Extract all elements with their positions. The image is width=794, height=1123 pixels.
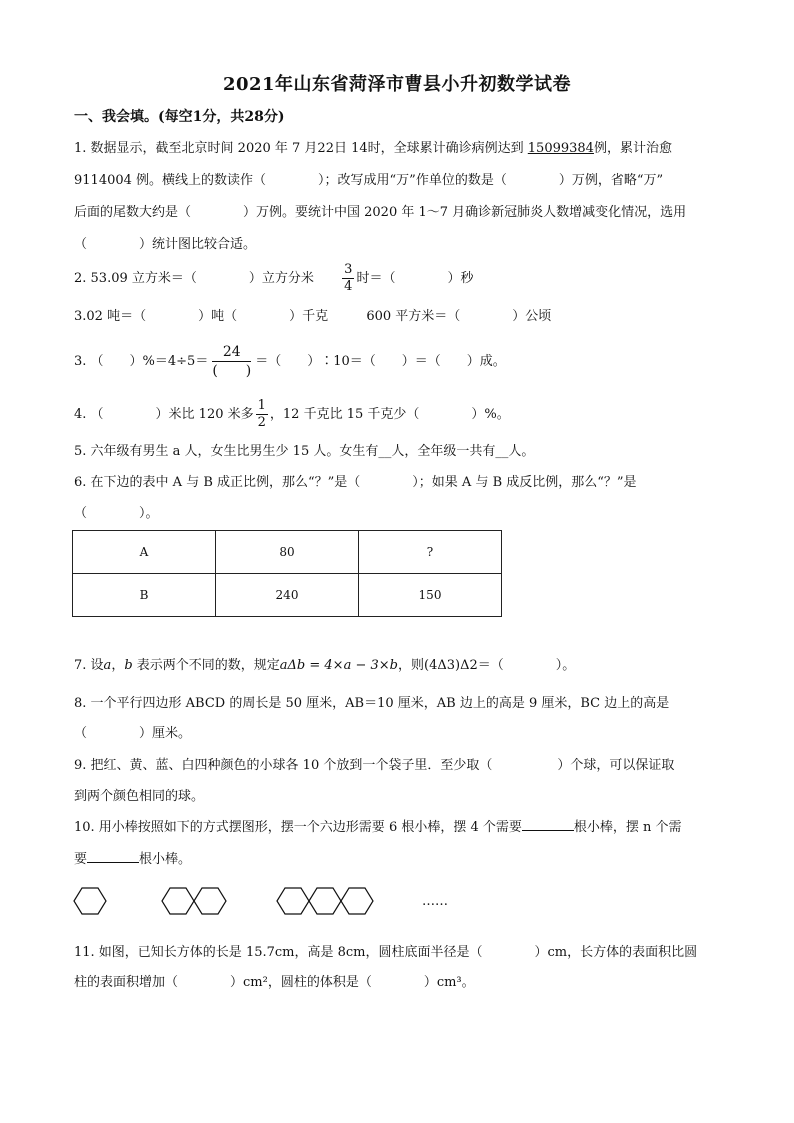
question-2: [74, 262, 473, 296]
hexagon-figure-3a: [277, 888, 309, 914]
question-2b: [74, 307, 551, 327]
q3-text-b: ＝（ ）∶10＝（ ）＝（ ）成。: [255, 354, 506, 369]
fraction-three-quarters: $\frac{3}{4}$: [344, 262, 353, 294]
question-9-line-2: 到两个颜色相同的球。: [74, 789, 205, 804]
q1-text-b: 例，累计治愈: [593, 141, 672, 156]
q10-text-b: 根小棒，摆 n 个需: [573, 820, 682, 835]
q7-var-a: a: [103, 658, 112, 673]
fraction-one-half: $\frac{1}{2}$: [257, 398, 266, 430]
q1-text-a: 1. 数据显示，截至北京时间 2020 年 7 月22日 14时，全球累计确诊病例达到: [74, 141, 528, 156]
table-cell: A: [73, 531, 216, 574]
question-6-line-1: 6. 在下边的表中 A 与 B 成正比例，那么“？”是（ ）；如果 A 与 B 成反比例，那么“？”是: [74, 475, 637, 490]
q10-text-a: 10. 用小棒按照如下的方式摆图形，摆一个六边形需要 6 根小棒，摆 4 个需要: [74, 820, 522, 835]
question-10-line-1: [74, 818, 682, 838]
q7-text-d: ，则: [397, 658, 424, 673]
question-7: [74, 656, 575, 676]
answer-blank: [87, 850, 139, 863]
question-8-line-1: 8. 一个平行四边形 ABCD 的周长是 50 厘米，AB＝10 厘米，AB 边上的高是 9 厘米，BC 边上的高是: [74, 696, 670, 711]
table-row: [73, 574, 502, 617]
q2-text-b: 时＝（ ）秒: [356, 271, 474, 286]
table-cell: 240: [216, 574, 359, 617]
q10-text-d: 根小棒。: [139, 852, 192, 867]
answer-blank: [522, 818, 574, 831]
q7-text-b: ，: [111, 658, 125, 673]
q3-text-a: 3. （ ）%＝4÷5＝: [74, 354, 209, 369]
question-10-line-2: [74, 850, 191, 870]
question-4: [74, 398, 510, 432]
ellipsis: ……: [422, 894, 448, 909]
question-1-line-3: 后面的尾数大约是（ ）万例。要统计中国 2020 年 1～7 月确诊新冠肺炎人数增减变化情况，选用: [74, 205, 687, 220]
table-cell: ?: [359, 531, 502, 574]
q1-underlined-number: 15099384: [527, 141, 594, 156]
proportion-table: [72, 530, 502, 617]
page-title: 2021年山东省菏泽市曹县小升初数学试卷: [222, 74, 572, 95]
hexagon-figure-3b: [309, 888, 341, 914]
question-6-line-2: （ ）。: [74, 506, 159, 521]
hexagon-figures: [70, 884, 390, 920]
fraction-24-over-blank: $\frac{24}{( )}$: [212, 344, 252, 379]
question-1-line-4: （ ）统计图比较合适。: [74, 237, 257, 252]
q2b-text-a: 3.02 吨＝（ ）吨（ ）千克: [74, 309, 329, 324]
q2b-text-b: 600 平方米＝（ ）公顷: [366, 309, 552, 324]
q7-text-c: 表示两个不同的数，规定: [132, 658, 280, 673]
question-5: 5. 六年级有男生 a 人，女生比男生少 15 人。女生有__人，全年级一共有__人。: [74, 444, 535, 459]
question-1-line-2: 9114004 例。横线上的数读作（ ）；改写成用“万”作单位的数是（ ）万例，省略“万”: [74, 173, 664, 188]
table-cell: 150: [359, 574, 502, 617]
hexagon-figure-2b: [194, 888, 226, 914]
question-11-line-1: 11. 如图，已知长方体的长是 15.7cm，高是 8cm，圆柱底面半径是（ ）cm，长方体的表面积比圆: [74, 945, 698, 960]
hexagon-figure-3c: [341, 888, 373, 914]
hexagon-figure-2a: [162, 888, 194, 914]
section-heading: 一、我会填。(每空1分，共28分): [74, 109, 285, 125]
question-11-line-2: 柱的表面积增加（ ）cm²，圆柱的体积是（ ）cm³。: [74, 975, 475, 990]
q4-text-a: 4. （ ）米比 120 米多: [74, 407, 254, 422]
question-9-line-1: 9. 把红、黄、蓝、白四种颜色的小球各 10 个放到一个袋子里．至少取（ ）个球，可以保证取: [74, 758, 675, 773]
q2-text-a: 2. 53.09 立方米＝（ ）立方分米: [74, 271, 314, 286]
question-8-line-2: （ ）厘米。: [74, 726, 192, 741]
q7-text-a: 7. 设: [74, 658, 104, 673]
question-3: [74, 342, 506, 382]
table-row: [73, 531, 502, 574]
table-cell: B: [73, 574, 216, 617]
q10-text-c: 要: [74, 852, 88, 867]
q7-expression: (4Δ3)Δ2: [424, 658, 478, 673]
q7-var-b: b: [124, 658, 133, 673]
q7-text-e: ＝（ ）。: [477, 658, 576, 673]
q7-formula: aΔb = 4×a − 3×b: [279, 658, 398, 673]
question-1-line-1: [74, 139, 672, 159]
table-cell: 80: [216, 531, 359, 574]
hexagon-figure-1: [74, 888, 106, 914]
q4-text-b: ，12 千克比 15 千克少（ ）%。: [269, 407, 510, 422]
